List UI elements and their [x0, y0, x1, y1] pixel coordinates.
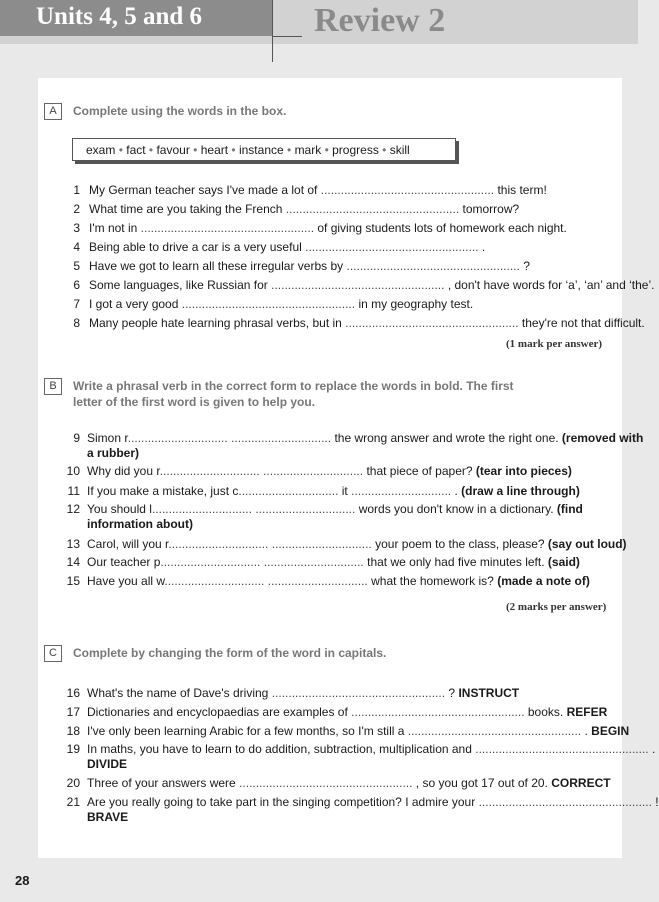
answer-gap[interactable]: .............................. — [271, 537, 372, 551]
question-text: I got a very good — [89, 297, 179, 311]
question-text: ? — [523, 259, 530, 273]
question-text: that we only had five minutes left. — [367, 555, 545, 569]
answer-gap[interactable]: .................................................... — [345, 316, 519, 330]
question-text: the wrong answer and wrote the right one. — [334, 431, 559, 445]
question-text: words you don't know in a dictionary. — [358, 502, 554, 516]
question-number: 10 — [66, 464, 80, 478]
question-text: ! — [655, 795, 659, 809]
bullet-icon: • — [118, 143, 123, 157]
answer-gap[interactable]: .............................. — [263, 464, 364, 478]
question-text: Some languages, like Russian for — [89, 278, 268, 292]
section-c-letter: C — [44, 645, 62, 662]
question-text: . — [584, 724, 588, 738]
question-number: 9 — [73, 431, 80, 445]
bullet-icon: • — [287, 143, 292, 157]
question-19 — [87, 742, 655, 757]
question-text: in my geography test. — [358, 297, 474, 311]
bold-phrase: (removed with — [561, 431, 644, 445]
word-box-item: mark — [294, 143, 322, 157]
question-text: they're not that difficult. — [521, 316, 645, 330]
bold-phrase-continued: a rubber) — [87, 446, 140, 460]
question-text: What's the name of Dave's driving — [87, 686, 269, 700]
question-number: 8 — [73, 316, 80, 330]
question-5 — [89, 259, 530, 274]
question-text: tomorrow? — [462, 202, 520, 216]
question-text: , so you got 17 out of 20. — [415, 776, 548, 790]
question-number: 15 — [66, 574, 80, 588]
bold-phrase-continued: information about) — [87, 517, 193, 531]
question-3 — [89, 221, 567, 236]
word-box-item: progress — [332, 143, 379, 157]
question-number: 13 — [66, 537, 80, 551]
question-text: this term! — [497, 183, 547, 197]
section-c-instruction: Complete by changing the form of the word in capitals. — [73, 646, 387, 660]
answer-gap[interactable]: .................................................... — [181, 297, 356, 311]
units-title: Units 4, 5 and 6 — [36, 3, 203, 30]
question-text: Dictionaries and encyclopaedias are examples of — [87, 705, 348, 719]
question-number: 12 — [66, 502, 80, 516]
question-7 — [89, 297, 473, 312]
question-number: 14 — [66, 555, 80, 569]
answer-gap[interactable]: .................................................... — [271, 686, 446, 700]
question-text: Have we got to learn all these irregular verbs by — [89, 259, 344, 273]
units-banner — [0, 0, 272, 36]
bold-phrase: (find — [556, 502, 583, 516]
question-text: of giving students lots of homework each night. — [317, 221, 567, 235]
question-16 — [87, 686, 519, 701]
word-box-item: heart — [200, 143, 229, 157]
question-number: 4 — [73, 240, 80, 254]
bold-phrase: (made a note of) — [497, 574, 590, 588]
answer-gap[interactable]: .............................. — [231, 431, 332, 445]
question-10 — [87, 464, 572, 479]
answer-gap[interactable]: .............................. — [127, 431, 228, 445]
question-14 — [87, 555, 580, 570]
answer-gap[interactable]: .............................. — [351, 484, 452, 498]
question-number: 5 — [73, 259, 80, 273]
question-text: your poem to the class, please? — [375, 537, 545, 551]
question-text: . — [651, 742, 656, 756]
answer-gap[interactable]: .............................. — [267, 574, 368, 588]
question-number: 16 — [66, 686, 80, 700]
question-text: Simon r — [87, 431, 128, 445]
capital-word: BRAVE — [87, 810, 129, 824]
question-text: I've only been learning Arabic for a few months, so I'm still a — [87, 724, 405, 738]
answer-gap[interactable]: .................................................... — [305, 240, 479, 254]
question-number: 1 — [73, 183, 80, 197]
question-text: it — [341, 484, 348, 498]
capital-word: DIVIDE — [87, 757, 128, 771]
question-2 — [89, 202, 519, 217]
answer-gap[interactable]: .................................................... — [351, 705, 525, 719]
question-21 — [87, 795, 659, 810]
bold-phrase: (tear into pieces) — [475, 464, 572, 478]
capital-word: CORRECT — [551, 776, 611, 790]
question-text: . — [454, 484, 458, 498]
answer-gap[interactable]: .............................. — [255, 502, 356, 516]
question-text: books. — [527, 705, 564, 719]
question-20 — [87, 776, 611, 791]
bold-phrase: (draw a line through) — [461, 484, 580, 498]
page-number: 28 — [15, 873, 30, 888]
question-number: 2 — [73, 202, 80, 216]
answer-gap[interactable]: .................................................... — [407, 724, 582, 738]
question-6 — [89, 278, 654, 293]
question-text: Being able to drive a car is a very useful — [89, 240, 302, 254]
question-text: My German teacher says I've made a lot of — [89, 183, 318, 197]
header-divider — [272, 0, 273, 62]
question-text: , don't have words for ‘a’, ‘an’ and ‘the’. — [447, 278, 655, 292]
question-text: what the homework is? — [371, 574, 494, 588]
answer-gap[interactable]: .................................................... — [320, 183, 495, 197]
question-text: . — [481, 240, 486, 254]
question-number: 6 — [73, 278, 80, 292]
word-box-item: instance — [238, 143, 284, 157]
capital-word: INSTRUCT — [458, 686, 520, 700]
question-text: If you make a mistake, just c — [87, 484, 239, 498]
question-number: 11 — [67, 484, 80, 498]
capital-word: BEGIN — [591, 724, 630, 738]
question-text: Our teacher p — [87, 555, 161, 569]
word-box-item: fact — [126, 143, 146, 157]
word-box-item: favour — [156, 143, 190, 157]
answer-gap[interactable]: .................................................... — [346, 259, 520, 273]
question-number: 20 — [66, 776, 80, 790]
review-title: Review 2 — [314, 2, 446, 39]
answer-gap[interactable]: .............................. — [168, 537, 269, 551]
question-11 — [87, 484, 580, 499]
question-number: 3 — [73, 221, 80, 235]
word-box — [72, 138, 456, 161]
section-a-instruction: Complete using the words in the box. — [73, 104, 287, 118]
header-divider-horizontal — [272, 36, 302, 37]
question-text: ? — [448, 686, 456, 700]
question-18 — [87, 724, 629, 739]
question-text: that piece of paper? — [366, 464, 473, 478]
answer-gap[interactable]: .................................................... — [140, 221, 315, 235]
bullet-icon: • — [231, 143, 236, 157]
question-12 — [87, 502, 583, 517]
bold-phrase: (said) — [547, 555, 580, 569]
question-number: 18 — [66, 724, 80, 738]
word-box-item: skill — [389, 143, 410, 157]
question-text: Are you really going to take part in the singing competition? I admire your — [87, 795, 476, 809]
bullet-icon: • — [193, 143, 198, 157]
section-b-instruction-line1: Write a phrasal verb in the correct form to replace the words in bold. The first — [73, 379, 514, 393]
capital-word: REFER — [566, 705, 608, 719]
question-number: 17 — [66, 705, 80, 719]
question-number: 19 — [66, 742, 80, 756]
answer-gap[interactable]: .............................. — [263, 555, 364, 569]
answer-gap[interactable]: .............................. — [164, 574, 265, 588]
question-number: 7 — [73, 297, 80, 311]
section-a-marks: (1 mark per answer) — [506, 338, 603, 350]
question-text: Why did you r — [87, 464, 160, 478]
section-b-instruction-line2: letter of the first word is given to help you. — [73, 395, 316, 409]
question-4 — [89, 240, 485, 255]
question-text: What time are you taking the French — [89, 202, 283, 216]
section-a-letter: A — [44, 103, 62, 120]
question-text: Many people hate learning phrasal verbs, but in — [89, 316, 342, 330]
question-text: Have you all w — [87, 574, 165, 588]
bullet-icon: • — [382, 143, 387, 157]
question-text: In maths, you have to learn to do addition, subtraction, multiplication and — [87, 742, 472, 756]
word-box-item: exam — [86, 143, 116, 157]
answer-gap[interactable]: .................................................... — [478, 795, 652, 809]
bullet-icon: • — [148, 143, 154, 157]
answer-gap[interactable]: .................................................... — [271, 278, 445, 292]
question-text: You should l — [87, 502, 152, 516]
answer-gap[interactable]: .................................................... — [239, 776, 413, 790]
question-9 — [87, 431, 643, 446]
question-text: I'm not in — [89, 221, 138, 235]
question-13 — [87, 537, 627, 552]
section-b-letter: B — [44, 378, 62, 395]
section-b-marks: (2 marks per answer) — [506, 601, 607, 613]
answer-gap[interactable]: .............................. — [159, 464, 260, 478]
question-17 — [87, 705, 607, 720]
question-number: 21 — [66, 795, 80, 809]
bold-phrase: (say out loud) — [547, 537, 627, 551]
bullet-icon: • — [324, 143, 329, 157]
question-8 — [89, 316, 645, 331]
question-text: Carol, will you r — [87, 537, 169, 551]
answer-gap[interactable]: .................................................... — [285, 202, 460, 216]
question-text: Three of your answers were — [87, 776, 236, 790]
answer-gap[interactable]: .................................................... — [475, 742, 649, 756]
answer-gap[interactable]: .............................. — [238, 484, 339, 498]
question-15 — [87, 574, 590, 589]
question-1 — [89, 183, 547, 198]
answer-gap[interactable]: .............................. — [151, 502, 252, 516]
answer-gap[interactable]: .............................. — [160, 555, 261, 569]
